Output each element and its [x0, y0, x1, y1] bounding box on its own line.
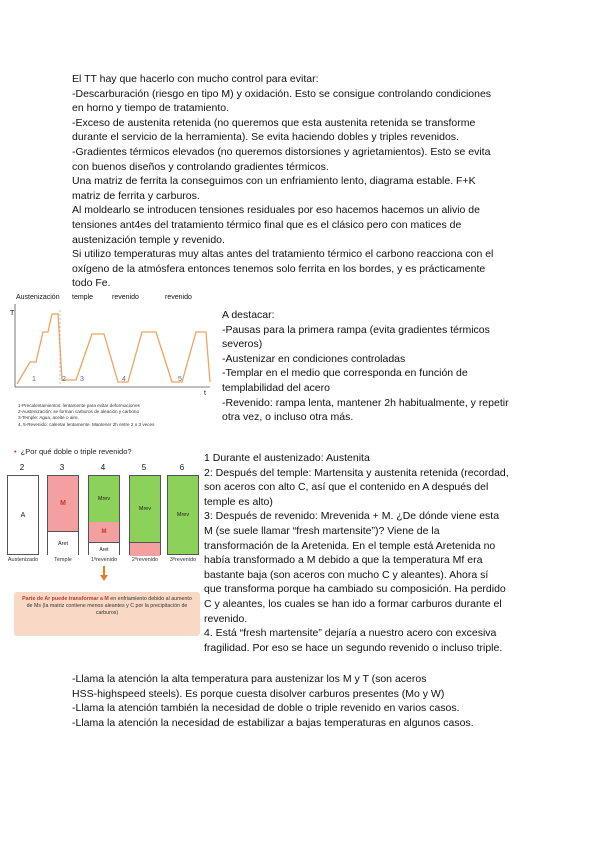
segment-tempered: Mrev [168, 476, 198, 554]
intro-line: matriz de ferrita y carburos. [72, 189, 200, 202]
intro-paragraph [72, 72, 532, 291]
y-axis-label: T [10, 310, 15, 317]
intro-line: -Descarburación (riesgo en tipo M) y oxidación. Esto se consigue controlando condiciones [72, 87, 492, 100]
callout-title: Parte de Ar puede transformar a M [22, 596, 109, 602]
bullet-icon: • [14, 447, 17, 456]
explanation-line: 1 Durante el austenizado: Austenita [204, 452, 370, 464]
stage-number-3: 3 [80, 376, 84, 383]
intro-line: -Gradientes térmicos elevados (no queremos distorsiones y agrietamientos). Esto se evita [72, 145, 491, 158]
segment-martensite-small [130, 542, 160, 556]
intro-line: El TT hay que hacerlo con mucho control para evitar: [72, 73, 319, 85]
highlight-line: severos) [222, 338, 263, 351]
bars-title-text: ¿Por qué doble o triple revenido? [20, 447, 132, 456]
highlight-line: -Austenizar en condiciones controladas [222, 352, 406, 365]
explanation-line: revenido. [204, 612, 248, 625]
explanation-line: que transforma porque ha cambiado su composición. Ha perdido [204, 583, 506, 596]
explanation-line: M (se suele llamar “fresh martensite”)? Viene de la [204, 524, 440, 537]
process-note: 2-Austenización: se forman carburos de aleación y carbono [18, 409, 140, 415]
process-notes [18, 403, 218, 428]
explanation-line: son aceros con alto C, así que el contenido en A después del [204, 481, 489, 494]
bar-revenido-1 [88, 475, 120, 555]
segment-tempered: Mrev [89, 476, 119, 522]
column-label: Austenizado [7, 557, 39, 563]
explanation-line: fragilidad. Por eso se hace un segundo revenido o incluso triple. [204, 641, 503, 654]
segment-retained: Aret [89, 542, 119, 556]
stage-number-5: 5 [178, 376, 182, 383]
intro-line: Al moldearlo se introducen tensiones residuales por eso hacemos hacemos un alivio de [72, 204, 480, 217]
column-number: 5 [141, 463, 147, 472]
explanation-line: 2: Después del temple: Martensita y austenita retenida (recordad, [204, 466, 509, 479]
intro-line: todo Fe. [72, 277, 111, 290]
stage-number-2: 2 [62, 376, 66, 383]
segment-retained: Aret [48, 531, 78, 556]
closing-line: -Llama la atención también la necesidad de doble o triple revenido en varios casos. [72, 702, 460, 715]
intro-line: austenización temple y revenido. [72, 233, 225, 246]
closing-line: -Llama la atención la necesidad de estabilizar a bajas temperaturas en algunos casos. [72, 716, 474, 729]
intro-line: con buenos diseños y controlando gradientes térmicos. [72, 160, 329, 173]
highlight-line: otra vez, o incluso otra más. [222, 411, 354, 424]
header-austenizacion: Austenización [16, 294, 60, 301]
explanation-line: 3: Después de revenido: Mrevenida + M. ¿De dónde viene esta [204, 510, 500, 523]
bar-revenido-2 [129, 475, 161, 555]
intro-line: Una matriz de ferrita la conseguimos con un enfriamiento lento, diagrama estable. F+K [72, 175, 476, 188]
bars-chart-title [14, 447, 132, 456]
explanation-line: había transformado a M debido a que la temperatura Mf era [204, 554, 483, 567]
column-label: Temple [54, 557, 72, 563]
highlight-line: templabilidad del acero [222, 381, 330, 394]
column-label: 2ºrevenido [131, 557, 159, 563]
segment-austenite: A [8, 476, 38, 554]
header-revenido-1: revenido [112, 294, 139, 301]
callout-box [14, 592, 200, 636]
column-number: 3 [59, 463, 65, 472]
column-number: 6 [179, 463, 185, 472]
callout-body: en enfriamiento debido al aumento de Ms (la matriz contiene menos aleantes y C por la precipitación de carburos) [26, 596, 192, 616]
highlight-line: -Pausas para la primera rampa (evita gradientes térmicos [222, 323, 490, 336]
bar-temple [47, 475, 79, 555]
intro-line: Si utilizo temperaturas muy altas antes del tratamiento térmico el carbono reacciona con el [72, 248, 494, 261]
temperature-profile [17, 314, 210, 384]
column-label: 1ºrevenido [90, 557, 118, 563]
intro-line: en horno y tiempo de tratamiento. [72, 102, 230, 115]
header-temple: temple [72, 294, 94, 301]
stage-number-4: 4 [122, 376, 126, 383]
process-note: 3-Temple: Agua, aceite o aire. [18, 415, 79, 421]
explanation-line: transformación de la Aretenida. En el temple está Aretenida no [204, 539, 496, 552]
down-arrow-icon [99, 566, 109, 582]
process-curve [10, 292, 215, 402]
header-revenido-2: revenido [165, 294, 192, 301]
intro-line: -Exceso de austenita retenida (no queremos que esta austenita retenida se transforme [72, 116, 476, 129]
segment-tempered: Mrev [130, 476, 160, 542]
segment-fresh-martensite: M [89, 522, 119, 542]
highlight-list [222, 308, 552, 425]
column-label: 3ºrevenido [169, 557, 197, 563]
bar-austenizado [7, 475, 39, 555]
explanation-paragraph [204, 451, 549, 655]
highlight-line: -Templar en el medio que corresponda en función de [222, 367, 468, 380]
column-number: 4 [100, 463, 106, 472]
process-note: 1-Precalentamientos: lentamente para evitar deformaciones [18, 403, 140, 408]
highlight-line: -Revenido: rampa lenta, mantener 2h habitualmente, y repetir [222, 396, 509, 409]
explanation-line: C y aleantes, los cuales se han ido a formar carburos durante el [204, 597, 502, 610]
stage-number-1: 1 [32, 376, 36, 383]
closing-line: -Llama la atención la alta temperatura para austenizar los M y T (son aceros [72, 673, 427, 685]
column-number: 2 [19, 463, 25, 472]
intro-line: durante el servicio de la herramienta). Se evita haciendo dobles y triples revenidos. [72, 131, 459, 144]
bar-revenido-3 [167, 475, 199, 555]
process-note: 4, 5-Revenido: calentar lentamente. Mantener 2h entre 2 o 3 veces [18, 421, 155, 427]
explanation-line: bastante baja (son aceros con mucho C y aleantes). Ahora sí [204, 568, 489, 581]
x-axis-label: t [204, 390, 206, 397]
closing-line: HSS-highspeed steels). Es porque cuesta disolver carburos presentes (Mo y W) [72, 687, 445, 700]
closing-paragraph [72, 672, 542, 730]
process-chart [10, 292, 215, 402]
intro-line: oxígeno de la atmósfera entonces tenemos solo ferrita en los bordes, y es prácticamente [72, 262, 486, 275]
explanation-line: 4. Está “fresh martensite” dejaría a nuestro acero con excesiva [204, 627, 497, 640]
explanation-line: temple es alto) [204, 495, 273, 508]
segment-martensite: M [48, 476, 78, 531]
highlight-line: A destacar: [222, 309, 275, 321]
intro-line: tensiones ant4es del tratamiento térmico final que es el clásico pero con matices de [72, 218, 462, 231]
